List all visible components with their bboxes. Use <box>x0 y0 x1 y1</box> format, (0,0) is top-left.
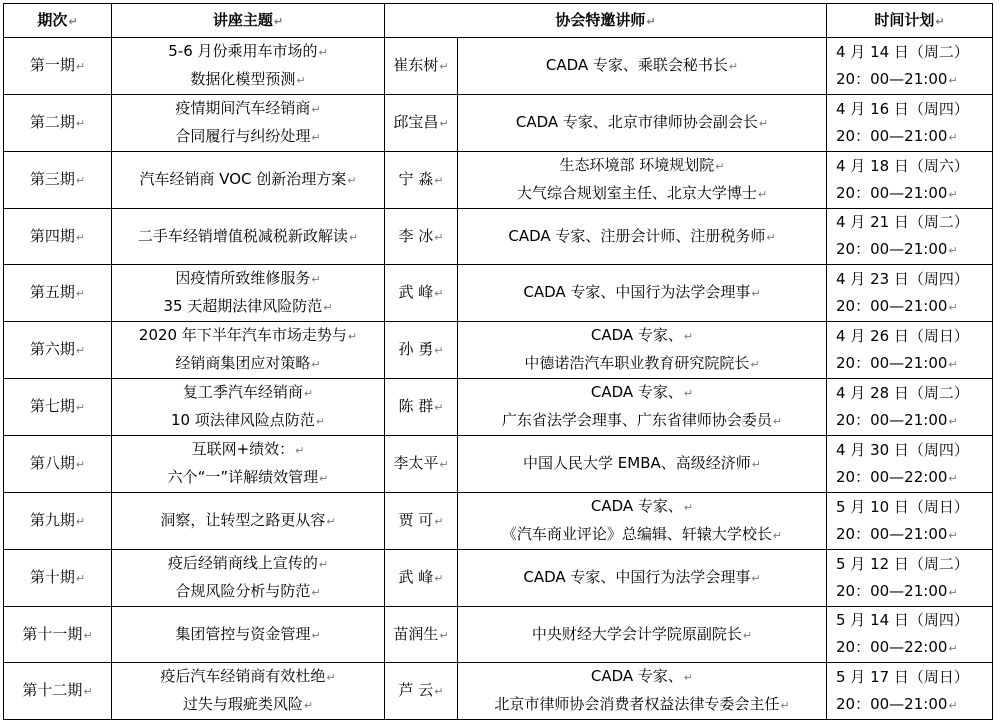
cell-text: 第四期 <box>29 226 75 245</box>
cell-text: 10 项法律风险点防范 <box>170 411 315 429</box>
topic-cell: 汽车经销商 VOC 创新治理方案↵ <box>112 152 385 209</box>
issue-cell: 第七期↵ <box>4 379 112 436</box>
table-row <box>4 493 993 550</box>
cell-text: 2020 年下半年汽车市场走势与 <box>138 326 347 344</box>
cell-text: 20：00—21:00 <box>836 296 948 315</box>
topic-cell: 互联网+绩效：↵ 六个“一”详解绩效管理↵ <box>112 436 385 493</box>
header-speaker: 协会特邀讲师↵ <box>385 4 827 38</box>
topic-cell: 二手车经销增值税减税新政解读↵ <box>112 209 385 265</box>
table-row <box>4 550 993 607</box>
time-cell: 4 月 26 日（周日） 20：00—21:00↵ <box>827 322 993 379</box>
cell-text: CADA 专家、 <box>590 326 683 344</box>
cell-text: 第九期 <box>29 511 75 529</box>
cell-text: 20：00—21:00 <box>836 126 948 145</box>
topic-cell: 5-6 月份乘用车市场的↵ 数据化模型预测↵ <box>112 38 385 95</box>
speaker-title-cell: 中国人民大学 EMBA、高级经济师↵ <box>458 436 827 493</box>
cell-text: 第十二期 <box>22 681 83 699</box>
time-cell: 5 月 10 日（周日） 20：00—21:00↵ <box>827 493 993 550</box>
cell-text: 20：00—21:00 <box>836 183 948 202</box>
speaker-name-cell: 贾 可↵ <box>385 493 458 550</box>
cell-text: 中央财经大学会计学院原副院长 <box>531 624 742 643</box>
topic-cell: 2020 年下半年汽车市场走势与↵ 经销商集团应对策略↵ <box>112 322 385 379</box>
lecture-schedule-table <box>3 3 993 720</box>
cell-text: 20：00—21:00 <box>836 581 948 600</box>
cell-text: 过失与瑕疵类风险 <box>182 695 303 713</box>
cell-text: 互联网+绩效： <box>191 440 295 458</box>
table-row <box>4 322 993 379</box>
cell-text: 20：00—21:00 <box>836 353 948 372</box>
cell-text: 5 月 17 日（周日） <box>836 667 969 686</box>
speaker-name-cell: 陈 群↵ <box>385 379 458 436</box>
time-cell: 4 月 21 日（周二） 20：00—21:00↵ <box>827 209 993 265</box>
speaker-title-cell: CADA 专家、中国行为法学会理事↵ <box>458 265 827 322</box>
time-cell: 5 月 12 日（周二） 20：00—21:00↵ <box>827 550 993 607</box>
speaker-name-cell: 武 峰↵ <box>385 265 458 322</box>
time-cell: 4 月 14 日（周二） 20：00—21:00↵ <box>827 38 993 95</box>
cell-text: CADA 专家、乘联会秘书长 <box>545 56 728 74</box>
cell-text: 武 峰 <box>398 283 434 301</box>
table-row <box>4 209 993 265</box>
time-cell: 5 月 14 日（周四） 20：00—22:00↵ <box>827 607 993 663</box>
cell-text: 20：00—21:00 <box>836 524 948 543</box>
cell-text: 第十一期 <box>22 624 83 643</box>
cell-text: 合规风险分析与防范 <box>175 582 311 600</box>
table-row <box>4 152 993 209</box>
issue-cell: 第四期↵ <box>4 209 112 265</box>
time-cell: 4 月 30 日（周四） 20：00—22:00↵ <box>827 436 993 493</box>
cell-text: 孙 勇 <box>398 340 434 358</box>
cell-text: 《汽车商业评论》总编辑、轩辕大学校长 <box>501 525 772 543</box>
topic-cell: 复工季汽车经销商↵ 10 项法律风险点防范↵ <box>112 379 385 436</box>
cell-text: 北京市律师协会消费者权益法律专委会主任 <box>494 695 780 713</box>
cell-text: 汽车经销商 VOC 创新治理方案 <box>139 170 347 188</box>
issue-cell: 第九期↵ <box>4 493 112 550</box>
cell-text: 复工季汽车经销商 <box>182 383 303 401</box>
cell-text: 第五期 <box>29 283 75 301</box>
cell-text: 4 月 30 日（周四） <box>836 440 969 459</box>
cell-text: 广东省法学会理事、广东省律师协会委员 <box>501 411 772 429</box>
cell-text: 洞察，让转型之路更从容 <box>160 511 326 529</box>
cell-text: 中国人民大学 EMBA、高级经济师 <box>523 454 751 472</box>
cell-text: 贾 可 <box>398 511 434 529</box>
cell-text: 芦 云 <box>398 681 434 699</box>
table-row <box>4 95 993 152</box>
speaker-title-cell: CADA 专家、乘联会秘书长↵ <box>458 38 827 95</box>
cell-text: CADA 专家、中国行为法学会理事 <box>523 568 751 586</box>
header-issue: 期次↵ <box>4 4 112 38</box>
cell-text: CADA 专家、 <box>590 497 683 515</box>
cell-text: 第一期 <box>29 56 75 74</box>
speaker-name-cell: 崔东树↵ <box>385 38 458 95</box>
cell-text: 5 月 12 日（周二） <box>836 554 969 573</box>
cell-text: 4 月 16 日（周四） <box>836 99 969 118</box>
cell-text: 20：00—21:00 <box>836 240 948 258</box>
cell-text: CADA 专家、 <box>590 383 683 401</box>
speaker-name-cell: 芦 云↵ <box>385 663 458 720</box>
cell-text: 4 月 26 日（周日） <box>836 326 969 345</box>
cell-text: 4 月 18 日（周六） <box>836 156 969 175</box>
cell-text: 二手车经销增值税减税新政解读 <box>137 226 348 245</box>
speaker-title-cell: CADA 专家、↵ 广东省法学会理事、广东省律师协会委员↵ <box>458 379 827 436</box>
cell-text: 大气综合规划室主任、北京大学博士 <box>516 184 757 202</box>
cell-text: 因疫情所致维修服务 <box>175 269 311 287</box>
cell-text: 5 月 14 日（周四） <box>836 611 969 629</box>
cell-text: 20：00—22:00 <box>836 467 948 486</box>
cell-text: 六个“一”详解绩效管理 <box>167 468 319 486</box>
speaker-title-cell: CADA 专家、↵ 中德诺浩汽车职业教育研究院院长↵ <box>458 322 827 379</box>
speaker-title-cell: CADA 专家、北京市律师协会副会长↵ <box>458 95 827 152</box>
header-time: 时间计划↵ <box>827 4 993 38</box>
cell-text: 第十期 <box>29 568 75 586</box>
cell-text: 生态环境部 环境规划院 <box>559 156 715 174</box>
topic-cell: 疫后经销商线上宣传的↵ 合规风险分析与防范↵ <box>112 550 385 607</box>
cell-text: 中德诺浩汽车职业教育研究院院长 <box>524 354 750 372</box>
cell-text: 4 月 21 日（周二） <box>836 213 969 231</box>
cell-text: 李太平 <box>393 454 439 472</box>
speaker-title-cell: CADA 专家、↵ 北京市律师协会消费者权益法律专委会主任↵ <box>458 663 827 720</box>
cell-text: 20：00—21:00 <box>836 69 948 88</box>
cell-text: 4 月 14 日（周二） <box>836 42 969 61</box>
cell-text: 第三期 <box>29 170 75 188</box>
issue-cell: 第三期↵ <box>4 152 112 209</box>
cell-text: 崔东树 <box>393 56 439 74</box>
cell-text: 数据化模型预测 <box>190 70 296 88</box>
cell-text: 20：00—21:00 <box>836 694 948 713</box>
table-header-row <box>4 4 993 38</box>
issue-cell: 第十二期↵ <box>4 663 112 720</box>
time-cell: 4 月 28 日（周二） 20：00—21:00↵ <box>827 379 993 436</box>
cell-text: 苗润生 <box>393 624 439 643</box>
issue-cell: 第十一期↵ <box>4 607 112 663</box>
speaker-title-cell: CADA 专家、中国行为法学会理事↵ <box>458 550 827 607</box>
table-row <box>4 38 993 95</box>
speaker-title-cell: CADA 专家、↵ 《汽车商业评论》总编辑、轩辕大学校长↵ <box>458 493 827 550</box>
issue-cell: 第十期↵ <box>4 550 112 607</box>
speaker-name-cell: 李 冰↵ <box>385 209 458 265</box>
speaker-name-cell: 宁 淼↵ <box>385 152 458 209</box>
cell-text: 合同履行与纠纷处理 <box>175 127 311 145</box>
speaker-title-cell: CADA 专家、注册会计师、注册税务师↵ <box>458 209 827 265</box>
cell-text: 疫情期间汽车经销商 <box>175 99 311 117</box>
cell-text: 第八期 <box>29 454 75 472</box>
cell-text: CADA 专家、中国行为法学会理事 <box>523 283 751 301</box>
speaker-name-cell: 李太平↵ <box>385 436 458 493</box>
cell-text: CADA 专家、注册会计师、注册税务师 <box>508 226 766 245</box>
cell-text: 第二期 <box>29 113 75 131</box>
cell-text: 35 天超期法律风险防范 <box>163 297 323 315</box>
time-cell: 4 月 23 日（周四） 20：00—21:00↵ <box>827 265 993 322</box>
cell-text: 经销商集团应对策略 <box>175 354 311 372</box>
table-row <box>4 436 993 493</box>
speaker-name-cell: 孙 勇↵ <box>385 322 458 379</box>
table-row <box>4 265 993 322</box>
header-topic: 讲座主题↵ <box>112 4 385 38</box>
time-cell: 4 月 16 日（周四） 20：00—21:00↵ <box>827 95 993 152</box>
speaker-title-cell: 中央财经大学会计学院原副院长↵ <box>458 607 827 663</box>
topic-cell: 因疫情所致维修服务↵ 35 天超期法律风险防范↵ <box>112 265 385 322</box>
cell-text: 武 峰 <box>398 568 434 586</box>
topic-cell: 疫后汽车经销商有效杜绝↵ 过失与瑕疵类风险↵ <box>112 663 385 720</box>
topic-cell: 集团管控与资金管理↵ <box>112 607 385 663</box>
speaker-name-cell: 邱宝昌↵ <box>385 95 458 152</box>
issue-cell: 第六期↵ <box>4 322 112 379</box>
issue-cell: 第一期↵ <box>4 38 112 95</box>
cell-text: 疫后汽车经销商有效杜绝 <box>160 667 326 685</box>
cell-text: 集团管控与资金管理 <box>175 624 311 643</box>
cell-text: 5 月 10 日（周日） <box>836 497 969 516</box>
cell-text: 宁 淼 <box>398 170 434 188</box>
speaker-name-cell: 武 峰↵ <box>385 550 458 607</box>
topic-cell: 洞察，让转型之路更从容↵ <box>112 493 385 550</box>
cell-text: 疫后经销商线上宣传的 <box>167 554 318 572</box>
cell-text: 5-6 月份乘用车市场的 <box>168 42 318 60</box>
cell-text: 第六期 <box>29 340 75 358</box>
cell-text: 李 冰 <box>398 226 434 245</box>
issue-cell: 第二期↵ <box>4 95 112 152</box>
cell-text: CADA 专家、 <box>590 667 683 685</box>
cell-text: 陈 群 <box>398 397 434 415</box>
speaker-title-cell: 生态环境部 环境规划院↵ 大气综合规划室主任、北京大学博士↵ <box>458 152 827 209</box>
time-cell: 4 月 18 日（周六） 20：00—21:00↵ <box>827 152 993 209</box>
speaker-name-cell: 苗润生↵ <box>385 607 458 663</box>
cell-text: 20：00—21:00 <box>836 410 948 429</box>
table-row <box>4 379 993 436</box>
cell-text: 4 月 28 日（周二） <box>836 383 969 402</box>
cell-text: 20：00—22:00 <box>836 638 948 656</box>
topic-cell: 疫情期间汽车经销商↵ 合同履行与纠纷处理↵ <box>112 95 385 152</box>
cell-text: CADA 专家、北京市律师协会副会长 <box>515 113 758 131</box>
issue-cell: 第八期↵ <box>4 436 112 493</box>
cell-text: 4 月 23 日（周四） <box>836 269 969 288</box>
time-cell: 5 月 17 日（周日） 20：00—21:00↵ <box>827 663 993 720</box>
table-row <box>4 607 993 663</box>
cell-text: 第七期 <box>29 397 75 415</box>
issue-cell: 第五期↵ <box>4 265 112 322</box>
cell-text: 邱宝昌 <box>393 113 439 131</box>
